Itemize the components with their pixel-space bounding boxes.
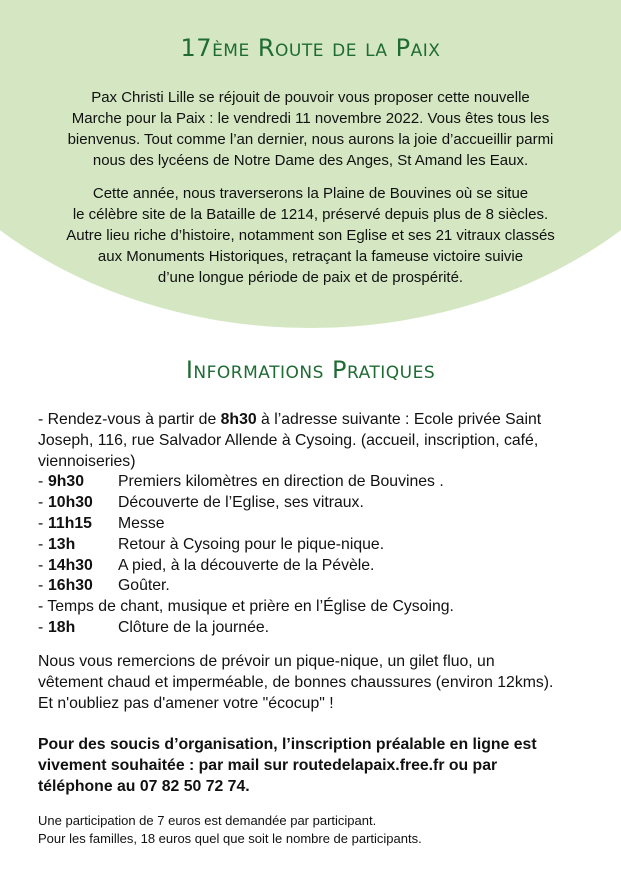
intro-line: bienvenus. Tout comme l’an dernier, nous aurons la joie d’accueillir parmi	[67, 131, 554, 148]
meeting-time: 8h30	[220, 411, 257, 428]
registration-line: Pour des soucis d’organisation, l’inscription préalable en ligne est	[38, 736, 537, 753]
registration-line: vivement souhaitée : par mail sur routedelapaix.free.fr ou par	[38, 756, 498, 774]
fees-line: Une participation de 7 euros est demandée par participant.	[38, 813, 377, 828]
chant-line: - Temps de chant, musique et prière en l’Église de Cysoing.	[38, 598, 454, 616]
registration-note	[38, 735, 598, 797]
schedule-time: 13h	[48, 535, 76, 553]
bullet-dash: -	[38, 577, 44, 595]
schedule-text: Messe	[118, 514, 165, 532]
schedule-time: 11h15	[48, 514, 92, 532]
bullet-dash: -	[38, 514, 44, 532]
intro-line: d’une longue période de paix et de prospérité.	[157, 269, 464, 286]
schedule-row	[38, 472, 598, 493]
schedule-time: 9h30	[48, 473, 85, 491]
intro-line: Pax Christi Lille se réjouit de pouvoir vous proposer cette nouvelle	[91, 89, 530, 106]
fees-line: Pour les familles, 18 euros quel que soit le nombre de participants.	[38, 831, 422, 846]
intro-line: Marche pour la Paix : le vendredi 11 novembre 2022. Vous êtes tous les	[71, 110, 550, 127]
schedule-row	[38, 514, 598, 535]
meeting-suffix: à l’adresse suivante : Ecole privée Saint Joseph, 116, rue Salvador Allende à Cysoing. (accueil, inscription, café, viennoiseries)	[38, 411, 542, 470]
schedule-row	[38, 493, 598, 514]
schedule-text: A pied, à la découverte de la Pévèle.	[118, 556, 375, 574]
section-title-info: Informations Pratiques	[185, 356, 436, 384]
closing-line: Et n'oubliez pas d'amener votre "écocup" !	[38, 694, 334, 712]
intro-line: le célèbre site de la Bataille de 1214, préservé depuis plus de 8 siècles.	[72, 206, 549, 223]
intro-line: Autre lieu riche d’histoire, notamment son Eglise et ses 21 vitraux classés	[66, 227, 555, 244]
intro-paragraph-2	[40, 183, 581, 288]
intro-line: aux Monuments Historiques, retraçant la fameuse victoire suivie	[97, 248, 524, 265]
meeting-point	[38, 410, 598, 472]
schedule-text: Retour à Cysoing pour le pique-nique.	[118, 535, 385, 553]
fees-note	[38, 812, 598, 848]
schedule-text: Découverte de l’Eglise, ses vitraux.	[118, 494, 364, 512]
bullet-dash: -	[38, 535, 44, 553]
schedule-time: 18h	[48, 618, 76, 636]
schedule-row	[38, 618, 598, 639]
closing-line: Nous vous remercions de prévoir un pique-nique, un gilet fluo, un	[38, 653, 495, 670]
bullet-dash: -	[38, 618, 44, 636]
schedule-block	[38, 410, 598, 639]
page-title: 17ème Route de la Paix	[180, 34, 441, 62]
schedule-time: 10h30	[48, 494, 93, 512]
schedule-time: 14h30	[48, 556, 93, 574]
closing-paragraph	[38, 652, 598, 714]
intro-line: Cette année, nous traverserons la Plaine de Bouvines où se situe	[92, 185, 529, 202]
schedule-text: Goûter.	[118, 577, 170, 595]
intro-paragraph-1	[40, 87, 581, 171]
schedule-row	[38, 556, 598, 577]
registration-line: téléphone au 07 82 50 72 74.	[38, 777, 250, 795]
schedule-row	[38, 535, 598, 556]
schedule-text: Premiers kilomètres en direction de Bouvines .	[118, 473, 444, 491]
schedule-time: 16h30	[48, 577, 93, 595]
schedule-text: Clôture de la journée.	[118, 618, 270, 636]
bullet-dash: -	[38, 556, 44, 574]
bullet-dash: -	[38, 473, 44, 491]
bullet-dash: -	[38, 494, 44, 512]
intro-line: nous des lycéens de Notre Dame des Anges, St Amand les Eaux.	[92, 152, 529, 169]
closing-line: vêtement chaud et imperméable, de bonnes chaussures (environ 12kms).	[38, 673, 554, 691]
meeting-prefix: - Rendez-vous à partir de	[38, 411, 221, 428]
schedule-row	[38, 576, 598, 597]
